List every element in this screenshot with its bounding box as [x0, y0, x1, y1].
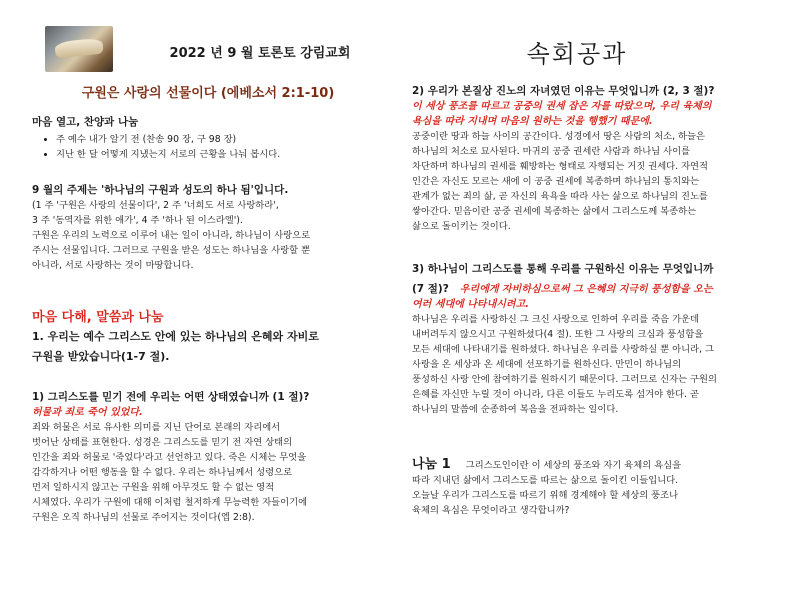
open-book-pages	[54, 38, 103, 59]
q1-line: 먼저 일하시지 않고는 구원을 위해 아무것도 할 수 없는 영적	[32, 482, 275, 493]
q2-line: 차단하며 하나님의 권세를 훼방하는 형태로 자행되는 거짓 권세다. 자연적	[412, 161, 709, 172]
section1-title-line: 구원을 받았습니다(1-7 절).	[32, 350, 170, 363]
share-line: 그리스도인이란 이 세상의 풍조와 자기 육체의 욕심을	[465, 460, 682, 471]
church-title: 2022 년 9 월 토론토 강림교회	[169, 46, 351, 61]
q3-answer-line2: 여러 세대에 나타내시려고.	[412, 299, 530, 310]
opening-item: • 주 예수 내가 알기 전 (찬송 90 장, 구 98 장)	[56, 132, 384, 147]
share-label: 나눔 1	[412, 457, 451, 472]
section-heading: 마음 다해, 말씀과 나눔	[32, 310, 164, 325]
q1-question: 1) 그리스도를 믿기 전에 우리는 어떤 상태였습니까 (1 절)?	[32, 391, 310, 403]
q1-line: 벗어난 상태를 표현한다. 성경은 그리스도를 믿기 전 자연 상태의	[32, 437, 293, 448]
q1-line: 죄와 허물은 서로 유사한 의미를 지닌 단어로 본래의 자리에서	[32, 422, 281, 433]
question-1	[32, 390, 384, 525]
share-line: 따라 지내던 삶에서 그리스도를 따르는 삶으로 돌이킨 이들입니다.	[412, 475, 679, 486]
share-section	[412, 454, 764, 518]
q2-line: 쌓아간다. 믿음이란 공중 권세에 복종하는 삶에서 그리스도께 복종하는	[412, 206, 697, 217]
q3-line: 내버려두지 않으시고 구원하셨다(4 절). 또한 그 사랑의 크심과 풍성함을	[412, 329, 704, 340]
q2-line: 공중이란 땅과 하늘 사이의 공간이다. 성경에서 땅은 사람의 처소, 하늘은	[412, 131, 705, 142]
q1-answer: 허물과 죄로 죽어 있었다.	[32, 407, 143, 418]
q3-question-prefix: (7 절)?	[412, 283, 449, 295]
theme-line: (1 주 '구원은 사랑의 선물이다', 2 주 '너희도 서로 사랑하라',	[32, 200, 279, 211]
q1-line: 인간을 죄와 허물로 '죽었다'라고 선언하고 있다. 죽은 시체는 무엇을	[32, 452, 307, 463]
q2-line: 하나님의 처소로 묘사된다. 마귀의 공중 권세란 사람과 하나님 사이를	[412, 146, 691, 157]
question-2	[412, 84, 764, 234]
q2-line: 관계가 없는 죄의 삶, 곧 자신의 육욕을 따라 사는 삶으로 하나님의 진노를	[412, 191, 708, 202]
theme-heading: 9 월의 주제는 '하나님의 구원과 성도의 하나 됨'입니다.	[32, 184, 289, 196]
q3-line: 모든 세대에 나타내기를 원하셨다. 하나님은 우리를 사랑하실 뿐 아니라, 그	[412, 344, 714, 355]
section1-title	[32, 327, 384, 367]
q2-line: 삶으로 돌이키는 것이다.	[412, 221, 511, 232]
theme-section	[32, 183, 384, 273]
theme-line: 아니라, 서로 사랑하는 것이 마땅합니다.	[32, 260, 194, 271]
q3-question-line2	[412, 277, 764, 297]
theme-line: 구원은 우리의 노력으로 이루어 내는 일이 아니라, 하나님이 사랑으로	[32, 230, 311, 241]
opening-heading: 마음 열고, 찬양과 나눔	[32, 116, 139, 128]
theme-line: 3 주 '동역자를 위한 애가', 4 주 '하나 된 이스라엘').	[32, 215, 243, 226]
lesson-title: 구원은 사랑의 선물이다 (에베소서 2:1-10)	[81, 86, 335, 101]
q2-answer-line: 욕심을 따라 지내며 마음의 원하는 것을 행했기 때문에.	[412, 116, 653, 127]
q2-question: 2) 우리가 본질상 진노의 자녀였던 이유는 무엇입니까 (2, 3 절)?	[412, 85, 715, 97]
q3-line: 사랑을 온 세상과 온 세대에 선포하기를 원하신다. 만민이 하나님의	[412, 359, 682, 370]
share-first-line	[412, 454, 764, 473]
q3-question: 3) 하나님이 그리스도를 통해 우리를 구원하신 이유는 무엇입니까	[412, 263, 714, 275]
q3-line: 하나님의 말씀에 순종하여 복음을 전파하는 일이다.	[412, 404, 619, 415]
q1-line: 구원은 오직 하나님의 선물로 주어지는 것이다(엡 2:8).	[32, 512, 255, 523]
q2-line: 인간은 자신도 모르는 새에 이 공중 권세에 복종하며 하나님의 통치와는	[412, 176, 700, 187]
question-3	[412, 262, 764, 417]
q3-answer: 우리에게 자비하심으로써 그 은혜의 지극히 풍성함을 오는	[459, 284, 713, 295]
bible-photo	[45, 26, 113, 72]
q1-line: 시체였다. 우리가 구원에 대해 이처럼 철저하게 무능력한 자들이기에	[32, 497, 308, 508]
opening-item: • 지난 한 달 어떻게 지냈는지 서로의 근황을 나눠 봅시다.	[56, 147, 384, 162]
opening-section	[32, 115, 384, 162]
q2-answer-line: 이 세상 풍조를 따르고 공중의 권세 잡은 자를 따랐으며, 우리 육체의	[412, 101, 712, 112]
q1-line: 감각하거나 어떤 행동을 할 수 없다. 우리는 하나님께서 성령으로	[32, 467, 293, 478]
opening-list	[32, 132, 384, 162]
share-line: 육체의 욕심은 무엇이라고 생각합니까?	[412, 505, 570, 516]
theme-line: 주시는 선물입니다. 그러므로 구원을 받은 성도는 하나님을 사랑할 뿐	[32, 245, 311, 256]
q3-line: 하나님은 우리를 사랑하신 그 크신 사랑으로 인하여 우리를 죽음 가운데	[412, 314, 700, 325]
cell-lesson-title: 속회공과	[526, 40, 628, 68]
share-line: 오늘날 우리가 그리스도를 따르기 위해 경계해야 할 세상의 풍조나	[412, 490, 679, 501]
section1-title-line: 1. 우리는 예수 그리스도 안에 있는 하나님의 은혜와 자비로	[32, 330, 319, 343]
q3-line: 은혜를 자신만 누릴 것이 아니라, 다른 이들도 누리도록 섬겨야 한다. 곧	[412, 389, 699, 400]
q3-line: 풍성하신 사랑 안에 참여하기를 원하시기 때문이다. 그러므로 신자는 구원의	[412, 374, 718, 385]
